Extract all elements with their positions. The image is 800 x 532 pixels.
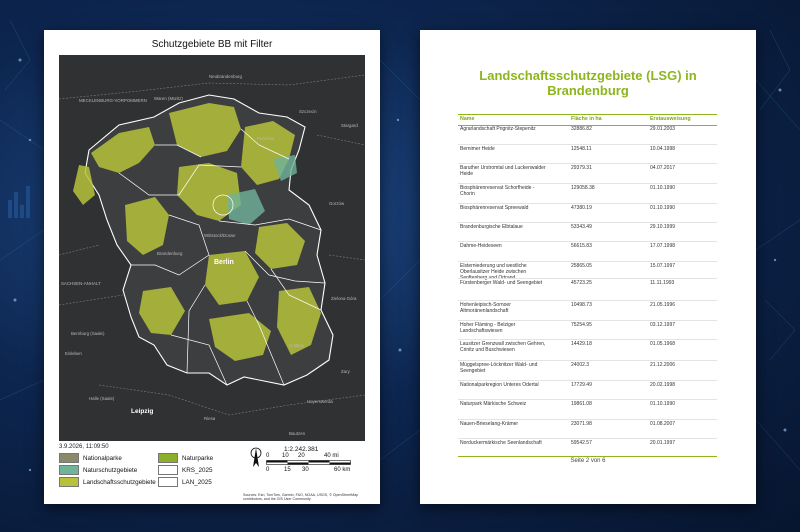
cell-area: 17729.49 [571,382,592,388]
cell-date: 01.10.1990 [650,401,676,407]
cell-name: Hoher Fläming - Belziger Landschaftswiesen [460,322,516,334]
row-divider [458,300,717,301]
row-divider [458,261,717,262]
cell-date: 01.10.1990 [650,185,676,191]
export-timestamp: 3.9.2026, 11:09:50 [59,444,109,450]
label-brandenburg: Brandenburg [157,251,183,256]
label-zary: Zary [341,369,350,374]
cell-name: Nauen-Brieselang-Krämer [460,421,519,427]
scale-ratio: 1:2.242.381 [284,446,319,453]
row-divider [458,241,717,242]
cell-area: 10498.73 [571,302,592,308]
map-canvas [59,55,365,441]
cell-area: 24002.3 [571,362,590,368]
row-divider [458,419,717,420]
row-divider [458,438,717,439]
cell-area: 56615.83 [571,243,592,249]
map-print-layout-page [44,30,380,504]
legend-swatch [59,465,79,475]
scale-km-15: 15 [284,467,291,473]
cell-area: 25865.05 [571,263,592,269]
cell-name: Nationalparkregion Unteres Odertal [460,382,539,388]
row-divider [458,339,717,340]
row-divider [458,144,717,145]
label-prenzlau: Prenzlau [257,136,275,141]
cell-name: Brandenburgische Elbtalaue [460,224,523,230]
legend-swatch [158,477,178,487]
cell-area: 53343.49 [571,224,592,230]
label-halle: Halle (Saale) [89,396,115,401]
cell-area: 75254.95 [571,322,592,328]
label-mecklenburg: MECKLENBURG-VORPOMMERN [79,98,147,103]
label-zielona: Zielona Góra [331,296,357,301]
cell-area: 14429.18 [571,341,592,347]
cell-date: 10.04.1998 [650,146,676,152]
label-neubrandenburg: Neubrandenburg [209,74,242,79]
cell-date: 21.05.1996 [650,302,676,308]
label-berlin: Berlin [214,259,234,266]
cell-date: 11.11.1993 [650,280,675,286]
label-waren: Waren (Müritz) [154,96,183,101]
report-table-page [420,30,756,504]
scale-bar [266,460,356,466]
row-divider [458,222,717,223]
scale-km-60: 60 km [334,467,351,473]
map-frame[interactable] [59,55,365,441]
cell-name: Naturpark Märkische Schweiz [460,401,527,407]
legend-lan: LAN_2025 [158,477,212,487]
row-divider [458,320,717,321]
label-stargard: Stargard [341,123,358,128]
cell-name: Biosphärenreservat Spreewald [460,205,529,211]
legend-naturparke: Naturparke [158,453,213,463]
row-divider [458,163,717,164]
row-divider [458,399,717,400]
cell-area: 32886.82 [571,126,592,132]
map-title: Schutzgebiete BB mit Filter [151,39,273,50]
row-divider [458,203,717,204]
label-sachsen-anhalt: SACHSEN-ANHALT [61,281,101,286]
label-cottbus: Cottbus [289,343,305,348]
cell-date: 20.01.1997 [650,440,676,446]
row-divider [458,360,717,361]
cell-name: Dahme-Heideseen [460,243,502,249]
legend-swatch [158,453,178,463]
cell-name: Agrarlandschaft Prignitz-Stepenitz [460,126,536,132]
label-bautzen: Bautzen [289,431,306,436]
cell-area: 59542.57 [571,440,592,446]
label-gorzow: Gorzów [329,201,345,206]
legend-swatch [158,465,178,475]
label-szczecin: Szczecin [299,109,317,114]
lsg-table [458,114,717,446]
cell-name: Norduckermärkische Seenlandschaft [460,440,542,446]
cell-name: Müggelspree-Löcknitzer Wald- und Seengebiet [460,362,538,374]
cell-area: 45723.25 [571,280,592,286]
cell-date: 21.12.2006 [650,362,676,368]
scale-km-30: 30 [302,467,309,473]
cell-date: 01.05.1968 [650,341,676,347]
cell-date: 17.07.1998 [650,243,676,249]
cell-area: 19861.08 [571,401,592,407]
cell-name: Lausitzer Grenzwall zwischen Gehren, Crinitz und Buschwiesen [460,341,546,353]
north-arrow-icon [250,447,262,469]
row-divider [458,183,717,184]
label-riesa: Riesa [204,416,216,421]
report-title: Landschaftsschutzgebiete (LSG) in Brandenburg [479,68,697,98]
row-divider [458,278,717,279]
legend-swatch [59,477,79,487]
column-header-name: Name [460,116,475,122]
cell-name: Bernimer Heide [460,146,495,152]
cell-name: Biosphärenreservat Schorfheide - Chorin [460,185,535,197]
cell-date: 29.01.2003 [650,126,676,132]
legend-krs: KRS_2025 [158,465,212,475]
cell-area: 129058.38 [571,185,595,191]
label-wittstock: Wittstock/Dosse [204,233,236,238]
column-header-area: Fläche in ha [571,116,602,122]
label-eisleben: Eisleben [65,351,82,356]
page-number: Seite 2 von 6 [570,458,606,464]
legend-swatch [59,453,79,463]
table-header-row [458,114,717,126]
column-header-date: Erstausweisung [650,116,691,122]
cell-date: 01.08.2007 [650,421,676,427]
scale-mi-20: 20 [298,453,305,459]
cell-area: 29379.31 [571,165,592,171]
cell-name: Elsterniederung und westliche Oberlausitzer Heide zwischen Senftenberg und Ortrand [460,263,527,281]
row-divider [458,380,717,381]
footer-divider [458,456,717,457]
cell-date: 03.12.1997 [650,322,676,328]
cell-date: 29.10.1999 [650,224,676,230]
cell-date: 15.07.1997 [650,263,676,269]
scale-mi-0: 0 [266,453,270,459]
map-sources-credit: Sources: Esri, TomTom, Garmin, FAO, NOAA, USGS, © OpenStreetMap contributors, and the GIS User Community [243,493,359,502]
label-hoyerswerda: Hoyerswerda [307,399,333,404]
label-leipzig: Leipzig [131,408,154,415]
cell-date: 20.02.1998 [650,382,676,388]
cell-name: Baruther Urstromtal und Luckenwalder Heide [460,165,546,177]
scale-km-0: 0 [266,467,270,473]
cell-name: Fürstenberger Wald- und Seengebiet [460,280,543,286]
scale-mi-40: 40 mi [324,453,339,459]
cell-area: 12548.11 [571,146,592,152]
cell-date: 01.10.1990 [650,205,676,211]
cell-area: 47380.19 [571,205,592,211]
cell-date: 04.07.2017 [650,165,676,171]
cell-name: Hohenleipisch-Sornoer Altmoränenlandschaft [460,302,511,314]
scale-mi-10: 10 [282,453,289,459]
cell-area: 23071.98 [571,421,592,427]
legend-nationalparke: Nationalparke [59,453,122,463]
label-bernburg: Bernburg (Saale) [71,331,105,336]
legend-naturschutzgebiete: Naturschutzgebiete [59,465,137,475]
legend-lsg: Landschaftsschutzgebiete [59,477,156,487]
